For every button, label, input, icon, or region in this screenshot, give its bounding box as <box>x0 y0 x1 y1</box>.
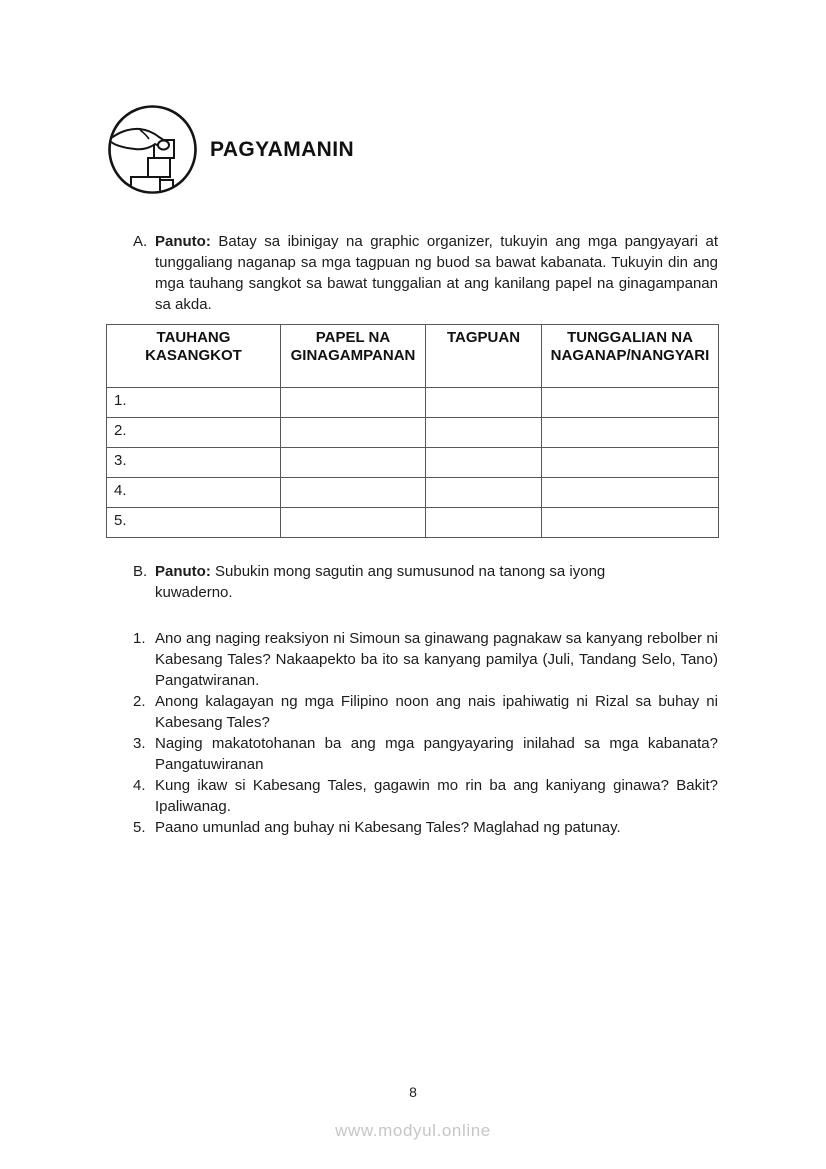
table-header-row <box>107 325 719 388</box>
table-cell-empty <box>426 448 542 478</box>
section-a-label: A. <box>133 233 148 250</box>
page-number: 8 <box>409 1084 417 1100</box>
section-b-line1: Subukin mong sagutin ang sumusunod na tanong sa iyong <box>215 563 606 580</box>
section-b-lead: Panuto: <box>155 563 211 580</box>
page-title: PAGYAMANIN <box>210 137 355 161</box>
col-header-papel-na-ginagampanan: PAPEL NA GINAGAMPANAN <box>281 325 426 388</box>
question-text: Ano ang naging reaksiyon ni Simoun sa ginawang pagnakaw sa kanyang rebolber ni Kabesang Tales? Nakaapekto ba ito sa kanyang pamilya (Juli, Tandang Selo, Tano) Pangatwiranan. <box>155 630 718 689</box>
question-number: 1. <box>133 630 146 647</box>
question-number: 2. <box>133 693 146 710</box>
question-item <box>133 817 718 838</box>
row-number-cell: 4. <box>107 478 281 508</box>
section-b-instructions <box>133 561 718 603</box>
table-cell-empty <box>542 388 719 418</box>
section-a-text <box>155 231 718 315</box>
table-row <box>107 388 719 418</box>
module-heading <box>107 104 354 195</box>
section-b-line2: kuwaderno. <box>155 584 233 601</box>
col-header-tauhang-kasangkot: TAUHANG KASANGKOT <box>107 325 281 388</box>
section-b-label: B. <box>133 563 148 580</box>
col-header-tagpuan: TAGPUAN <box>426 325 542 388</box>
question-text: Kung ikaw si Kabesang Tales, gagawin mo rin ba ang kaniyang ginawa? Bakit? Ipaliwanag. <box>155 777 718 815</box>
graphic-organizer-table <box>106 324 719 538</box>
question-number: 3. <box>133 735 146 752</box>
question-item <box>133 733 718 775</box>
table-cell-empty <box>542 448 719 478</box>
section-a-body: Batay sa ibinigay na graphic organizer, tukuyin ang mga pangyayari at tunggaliang naganap sa mga tagpuan ng buod sa bawat kabanata. Tukuyin din ang mga tauhang sangkot sa bawat tunggalian at ang kanilang papel na ginagampanan sa akda. <box>155 233 719 313</box>
question-item <box>133 691 718 733</box>
question-text: Naging makatotohanan ba ang mga pangyayaring inilahad sa mga kabanata? Pangatuwiranan <box>155 735 718 773</box>
table-row <box>107 418 719 448</box>
table-cell-empty <box>426 508 542 538</box>
row-number-cell: 2. <box>107 418 281 448</box>
question-text: Paano umunlad ang buhay ni Kabesang Tales? Maglahad ng patunay. <box>155 819 621 836</box>
question-item <box>133 775 718 817</box>
table-cell-empty <box>542 478 719 508</box>
row-number-cell: 1. <box>107 388 281 418</box>
table-cell-empty <box>281 418 426 448</box>
question-number: 4. <box>133 777 146 794</box>
table-cell-empty <box>281 508 426 538</box>
table-cell-empty <box>281 478 426 508</box>
col-header-tunggalian: TUNGGALIAN NA NAGANAP/NANGYARI <box>542 325 719 388</box>
question-text: Anong kalagayan ng mga Filipino noon ang nais ipahiwatig ni Rizal sa buhay ni Kabesang Tales? <box>155 693 718 731</box>
watermark: www.modyul.online <box>335 1121 491 1140</box>
table-row <box>107 448 719 478</box>
row-number-cell: 5. <box>107 508 281 538</box>
table-row <box>107 508 719 538</box>
row-number-cell: 3. <box>107 448 281 478</box>
table-cell-empty <box>426 418 542 448</box>
question-number: 5. <box>133 819 146 836</box>
table-row <box>107 478 719 508</box>
table-cell-empty <box>542 418 719 448</box>
table-cell-empty <box>281 448 426 478</box>
table-cell-empty <box>426 478 542 508</box>
section-b-text <box>155 561 718 603</box>
table-cell-empty <box>426 388 542 418</box>
section-a-lead: Panuto: <box>155 233 211 250</box>
questions-list <box>133 628 718 838</box>
hand-stacking-blocks-icon <box>107 104 198 195</box>
table-cell-empty <box>542 508 719 538</box>
section-a-instructions <box>133 231 718 315</box>
question-item <box>133 628 718 691</box>
table-cell-empty <box>281 388 426 418</box>
